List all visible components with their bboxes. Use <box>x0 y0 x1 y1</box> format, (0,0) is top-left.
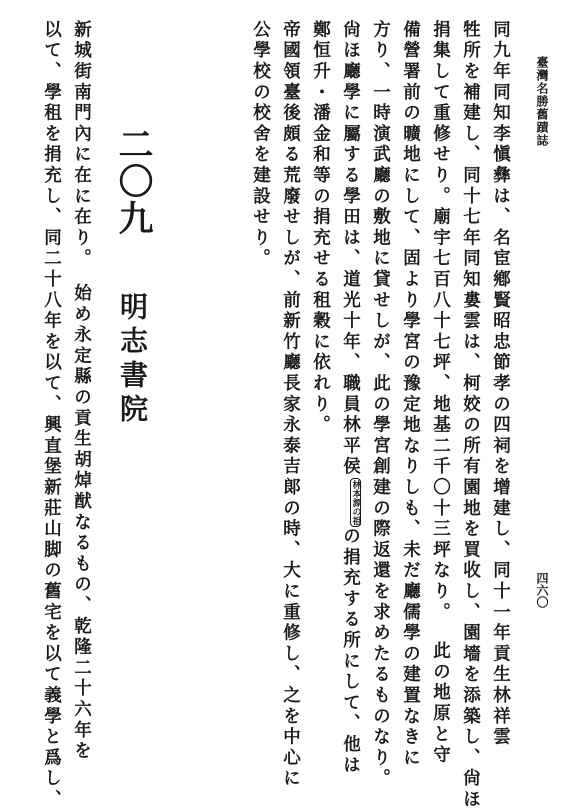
text-column-9: 公學校の校舍を建設せり。 <box>250 20 271 270</box>
text-column-2: 牲所を補建し、同十七年同知婁雲は、柯姣の所有園地を買收し、園墻を添築し、尙ほ <box>460 20 481 810</box>
text-column-8: 帝國領臺後頗る荒廢せしが、前新竹廳長家永泰吉郞の時、大に重修し、之を中心に <box>280 20 301 790</box>
inline-annotation: 林本源の祖 <box>350 479 361 525</box>
page-number: 四六〇 <box>535 572 549 608</box>
running-head: 臺灣名勝舊蹟誌 <box>535 56 549 147</box>
text-column-10 <box>72 20 90 762</box>
text-column-7: 鄭恒升・潘金和等の捐充せる租穀に依れり。 <box>310 20 331 436</box>
section-number: 二〇九 <box>113 126 154 237</box>
text-column-4: 備營署前の曠地にして、固より學宮の豫定地なりしも、未だ廳儒學の建置なきに <box>400 20 421 769</box>
text-column-10-part-a: 新城街南門內に在に在り。 <box>71 20 92 270</box>
text-column-3-part-a: 捐集して重修せり。廟宇七百八十七坪、地基二千〇十三坪なり。 <box>430 20 451 624</box>
text-column-3 <box>431 20 449 766</box>
text-column-3-part-b: 此の地原と守 <box>430 641 451 767</box>
text-column-11: 以て、學租を捐充し、同二十八年を以て、興直堡新莊山脚の舊宅を以て義學と爲し、 <box>41 20 62 810</box>
section-title: 明志書院 <box>116 292 149 428</box>
text-column-1: 同九年同知李愼彝は、名宦鄕賢昭忠節孝の四祠を增建し、同十一年貢生林祥雲 <box>490 20 511 748</box>
text-column-6-part-a: 尙ほ廳學に屬する學田は、道光十年、職員林平侯 <box>340 20 361 478</box>
text-column-6 <box>341 20 361 776</box>
text-column-5: 方り、一時演武廳の敷地に貸せしが、此の學宮創建の際返還を求めたるものなり。 <box>370 20 391 790</box>
text-column-10-part-b: 始め永定縣の貢生胡焯猷なるもの、乾隆二十六年を <box>71 283 92 763</box>
text-column-6-part-b: の捐充する所にして、他は <box>340 526 361 777</box>
